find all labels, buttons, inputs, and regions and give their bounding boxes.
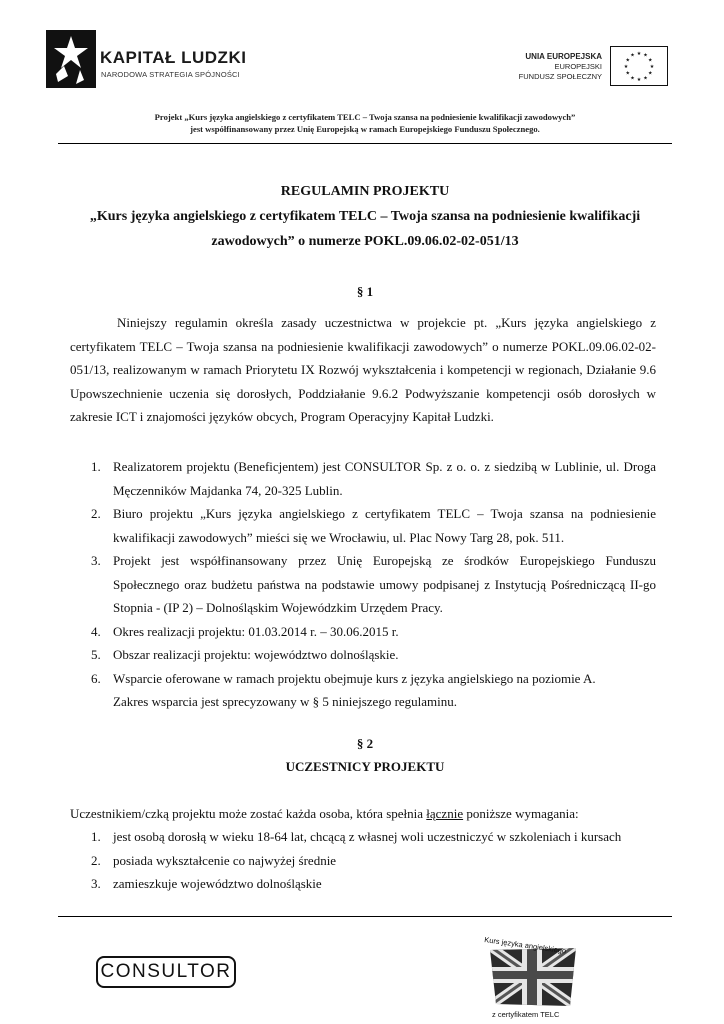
header-divider [58,143,672,144]
svg-text:★: ★ [630,75,635,82]
title-line-1: REGULAMIN PROJEKTU [280,184,450,199]
footer-divider [58,916,672,917]
list-item: 5. Obszar realizacji projektu: województwo dolnośląskie. [91,647,399,662]
svg-text:★: ★ [643,75,648,82]
section-1-intro [70,311,656,429]
kapital-ludzki-title: KAPITAŁ LUDZKI [100,48,247,67]
svg-text:★: ★ [630,52,635,59]
badge-line-2: z certyfikatem TELC [492,1010,560,1019]
eu-flag-icon [610,46,668,86]
section-2-subheading: UCZESTNICY PROJEKTU [285,759,445,774]
note-line-2: jest współfinansowany przez Unię Europejską w ramach Europejskiego Funduszu Społecznego. [190,124,540,134]
list-item: 2. Biuro projektu „Kurs języka angielskiego z certyfikatem TELC – Twoja szansa na podniesienie kwalifikacji zawodowych” mieści się we Wrocławiu, ul. Plac Nowy Targ 28, pok. 511. [91,506,656,545]
consultor-logo: CONSULTOR [96,956,236,988]
eu-line1: UNIA EUROPEJSKA [525,52,602,61]
list-item: 3. zamieszkuje województwo dolnośląskie [91,876,322,891]
svg-text:★: ★ [625,57,630,64]
svg-text:★: ★ [649,64,655,70]
section-1-list [70,455,656,714]
badge-line-1: Kurs języka angielskiego [483,935,567,956]
kapital-ludzki-emblem [46,30,96,88]
svg-text:★: ★ [625,70,630,77]
list-item: 4. Okres realizacji projektu: 01.03.2014 r. – 30.06.2015 r. [91,623,399,639]
svg-text:★: ★ [636,77,642,83]
telc-course-badge [478,928,586,1020]
svg-text:★: ★ [648,70,653,77]
title-line-3: zawodowych” o numerze POKL.09.06.02-02-051/13 [211,234,519,249]
eu-line2: EUROPEJSKI [554,62,602,71]
document-title [60,179,670,254]
eu-logo-text [482,52,602,82]
svg-text:★: ★ [623,64,629,70]
section-2-heading: § 2 [356,736,374,751]
svg-text:★: ★ [636,51,642,57]
svg-text:★: ★ [648,57,653,64]
project-cofinancing-note [60,111,670,135]
underlined-word: łącznie [426,806,464,821]
note-line-1: Projekt „Kurs języka angielskiego z certyfikatem TELC – Twoja szansa na podniesienie kwalifikacji zawodowych” [154,112,576,122]
section-1-heading: § 1 [356,284,374,299]
title-line-2: „Kurs języka angielskiego z certyfikatem TELC – Twoja szansa na podniesienie kwalifikacji [89,209,641,224]
section-2-list [70,825,670,896]
list-item: 6. Wsparcie oferowane w ramach projektu obejmuje kurs z języka angielskiego na poziomie A. Zakres wsparcia jest sprecyzowany w § 5 niniejszego regulaminu. [91,670,596,709]
list-item: 1. jest osobą dorosłą w wieku 18-64 lat, chcącą z własnej woli uczestniczyć w szkoleniach i kursach [91,829,622,844]
section-1-intro-text: Niniejszy regulamin określa zasady uczestnictwa w projekcie pt. „Kurs języka angielskiego z certyfikatem TELC – Twoja szansa na podniesienie kwalifikacji zawodowych” o numerze POKL.09.06.02-02-051/13, realizowanym w ramach Priorytetu IX Rozwój wykształcenia i kompetencji w regionach, Działanie 9.6 Upowszechnienie uczenia się dorosłych, Poddziałanie 9.6.2 Podwyższanie kompetencji osób dorosłych w zakresie ICT i znajomości języków obcych, Program Operacyjny Kapitał Ludzki. [70,315,656,424]
eu-line3: FUNDUSZ SPOŁECZNY [518,72,602,81]
list-item: 3. Projekt jest współfinansowany przez Unię Europejską ze środków Europejskiego Funduszu Społecznego oraz budżetu państwa na podstawie umowy podpisanej z Instytucją Pośredniczącą II-go Stopnia - (IP 2) – Dolnośląskim Wojewódzkim Urzędem Pracy. [91,553,656,615]
list-item: 1. Realizatorem projektu (Beneficjentem) jest CONSULTOR Sp. z o. o. z siedzibą w Lublinie, ul. Droga Męczenników Majdanka 74, 20-325 Lublin. [91,459,656,498]
svg-text:★: ★ [643,52,648,59]
section-2-intro: Uczestnikiem/czką projektu może zostać każda osoba, która spełnia łącznie poniższe wymagania: [70,806,579,821]
list-item: 2. posiada wykształcenie co najwyżej średnie [91,852,337,868]
kapital-ludzki-subtitle: NARODOWA STRATEGIA SPÓJNOŚCI [101,70,240,79]
